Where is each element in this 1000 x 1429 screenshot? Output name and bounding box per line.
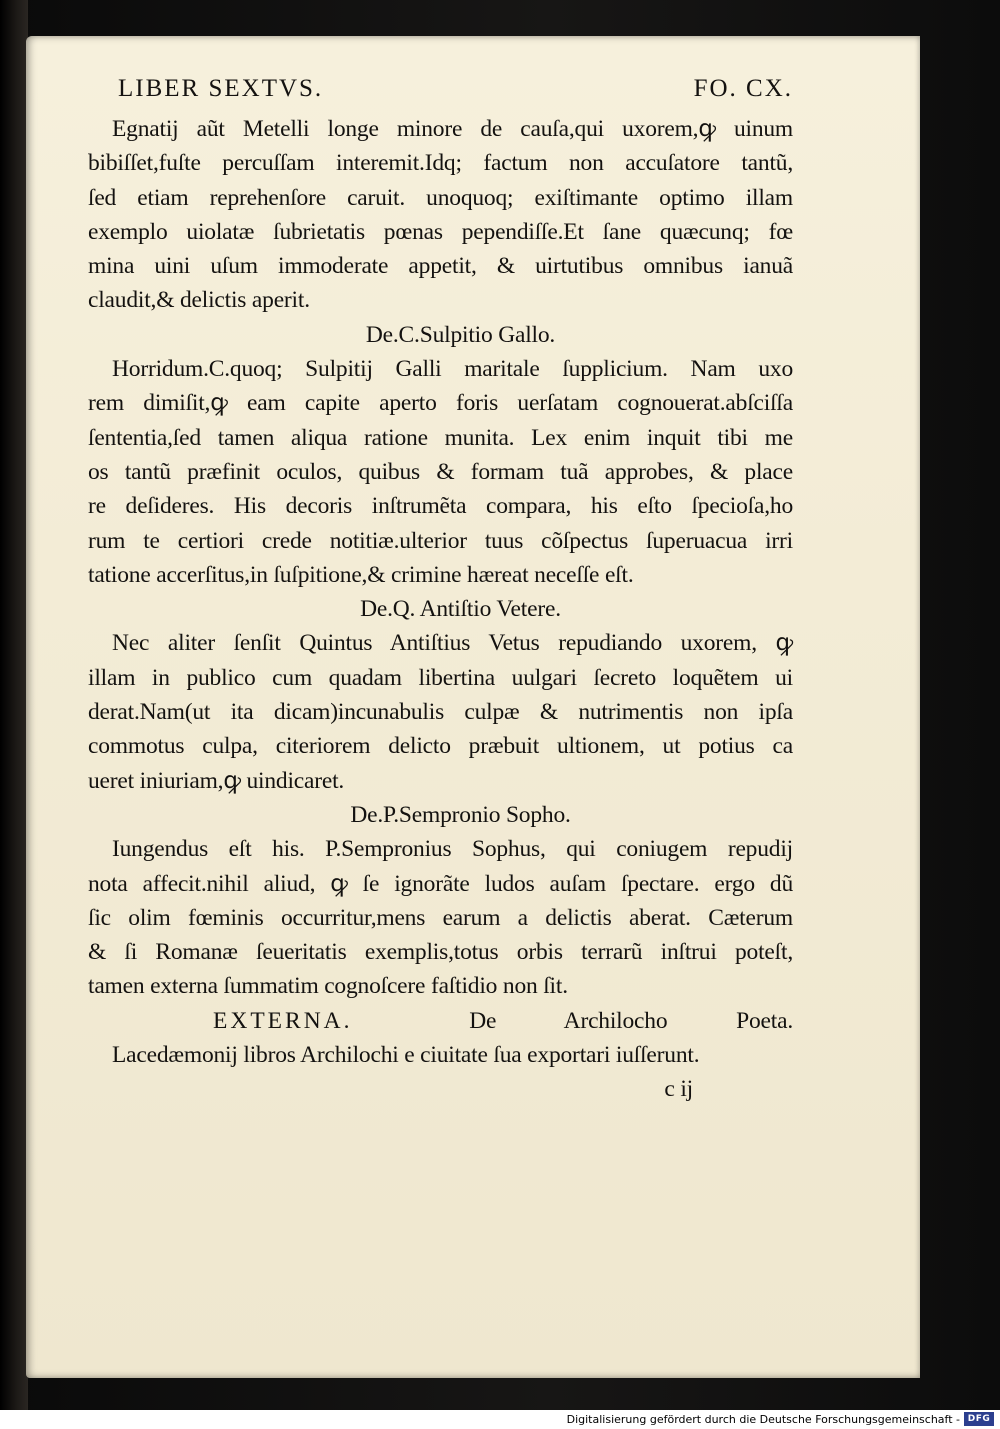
body-text — [88, 112, 793, 1004]
text-line: Iungendus eſt his. P.Sempronius Sophus, qui coniugem repudij — [112, 836, 793, 863]
text-line: commotus culpa, citeriorem delicto præbuit ultionem, ut potius ca — [88, 733, 793, 760]
section-heading: De.P.Sempronio Sopho. — [350, 801, 571, 828]
text-line: ſed etiam reprehenſore caruit. unoquoq; exiſtimante optimo illam — [88, 184, 793, 211]
text-line: bibiſſet,fuſte percuſſam interemit.Idq; factum non accuſatore tantũ, — [88, 150, 793, 177]
text-line: nota affecit.nihil aliud, ꝙ ſe ignorãte ludos auſam ſpectare. ergo dũ — [88, 870, 793, 897]
signature-mark: c ij — [664, 1076, 693, 1103]
running-head — [88, 66, 793, 112]
book-binding — [0, 0, 28, 1410]
text-line: Horridum.C.quoq; Sulpitij Galli maritale ſupplicium. Nam uxo — [112, 356, 793, 383]
text-line: illam in publico cum quadam libertina uulgari ſecreto loquẽtem ui — [88, 664, 793, 691]
text-line: Nec aliter ſenſit Quintus Antiſtius Vetus repudiando uxorem, ꝙ — [112, 630, 793, 657]
section-heading: De.C.Sulpitio Gallo. — [365, 321, 556, 348]
section-heading: De.Q. Antiſtio Vetere. — [360, 596, 561, 623]
dfg-logo: DFG — [964, 1412, 994, 1426]
externa-label: EXTERNA. — [213, 1007, 353, 1034]
book-page — [26, 36, 920, 1378]
text-line: exemplo uiolatæ ſubrietatis pœnas pependiſſe.Et ſane quæcunq; fœ — [88, 218, 793, 245]
text-line: claudit,& delictis aperit. — [88, 287, 310, 314]
externa-title: De Archilocho Poeta. — [469, 1007, 793, 1034]
text-line: rum te certiori crede notitiæ.ulterior tuus cõſpectus ſuperuacua irri — [88, 527, 793, 554]
text-line: rem dimiſit,ꝙ eam capite aperto foris uerſatam cognouerat.abſciſſa — [88, 390, 793, 417]
text-line: ſententia,ſed tamen aliqua ratione munita. Lex enim inquit tibi me — [88, 424, 793, 451]
text-line: & ſi Romanæ ſeueritatis exemplis,totus orbis terrarũ inſtrui poteſt, — [88, 939, 793, 966]
text-line: os tantũ præfinit oculos, quibus & formam tuã approbes, & place — [88, 458, 793, 485]
text-line: ſic olim fœminis occurritur,mens earum a delictis aberat. Cæterum — [88, 904, 793, 931]
text-line: mina uini uſum immoderate appetit, & uirtutibus omnibus ianuã — [88, 253, 793, 280]
text-line: Egnatij aũt Metelli longe minore de cauſa,qui uxorem,ꝙ uinum — [112, 116, 793, 142]
running-head-title: LIBER SEXTVS. — [118, 75, 324, 102]
funding-credit: Digitalisierung gefördert durch die Deutsche Forschungsgemeinschaft - — [566, 1413, 960, 1426]
folio-number: FO. CX. — [693, 75, 793, 102]
text-line: tatione accerſitus,in ſuſpitione,& crimine hæreat neceſſe eſt. — [88, 561, 634, 588]
text-line: tamen externa ſummatim cognoſcere faſtidio non ſit. — [88, 973, 568, 1000]
page-text — [88, 66, 793, 1107]
text-line: Lacedæmonij libros Archilochi e ciuitate ſua exportari iuſſerunt. — [112, 1042, 700, 1069]
text-line: re deſideres. His decoris inſtrumẽta compara, his eſto ſpecioſa,ho — [88, 493, 793, 520]
text-line: derat.Nam(ut ita dicam)incunabulis culpæ & nutrimentis non ipſa — [88, 699, 793, 726]
text-line: ueret iniuriam,ꝙ uindicaret. — [88, 767, 345, 794]
section-heading-externa — [88, 1004, 793, 1038]
